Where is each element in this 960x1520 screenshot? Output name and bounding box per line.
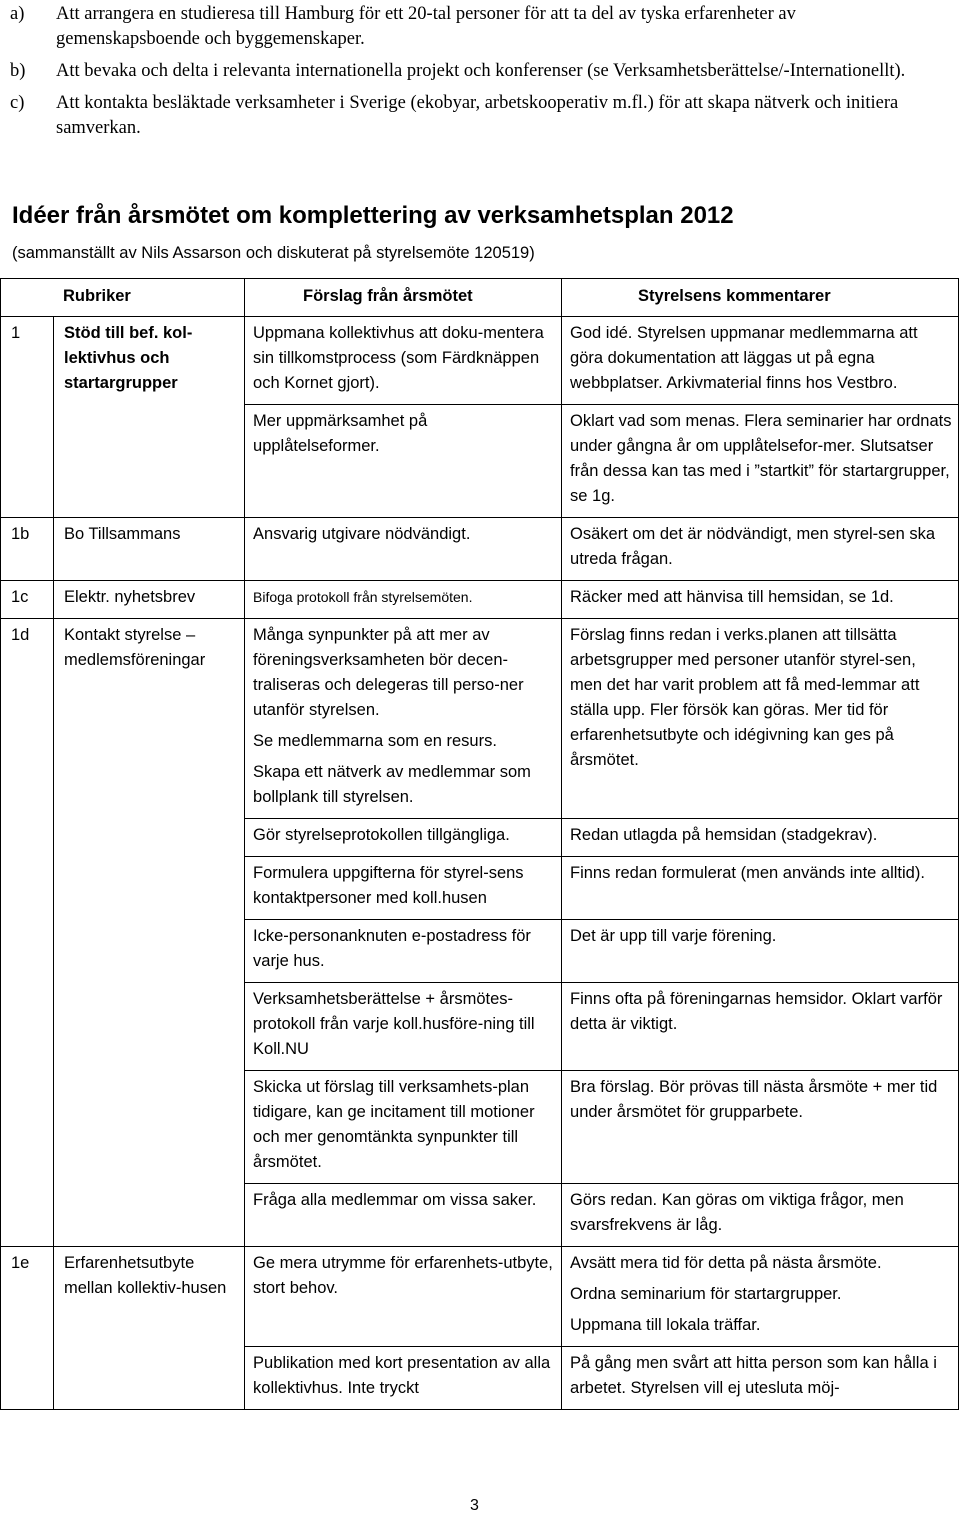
forslag-text: Publikation med kort presentation av alla kollektivhus. Inte tryckt [253, 1354, 551, 1397]
row-number: 1e [1, 1247, 54, 1410]
section-heading: Idéer från årsmötet om komplettering av verksamhetsplan 2012 [12, 202, 734, 229]
kommentar-text: Osäkert om det är nödvändigt, men styrel-sen ska utreda frågan. [570, 525, 936, 568]
row-kommentar [562, 317, 959, 405]
forslag-text: Se medlemmarna som en resurs. [253, 732, 497, 750]
row-forslag [245, 1247, 562, 1347]
table-row [1, 518, 959, 581]
row-number: 1 [1, 317, 54, 518]
row-rubrik: Erfarenhetsutbyte mellan kollektiv-husen [54, 1247, 245, 1410]
row-kommentar [562, 857, 959, 920]
row-kommentar [562, 1347, 959, 1410]
forslag-text: Mer uppmärksamhet på upplåtelseformer. [253, 412, 428, 455]
forslag-text: Skicka ut förslag till verksamhets-plan tidigare, kan ge incitament till motioner och mer genomtänkta synpunkter till årsmötet. [253, 1078, 535, 1171]
forslag-text: Icke-personanknuten e-postadress för varje hus. [253, 927, 531, 970]
forslag-text: Ge mera utrymme för erfarenhets-utbyte, stort behov. [253, 1254, 553, 1297]
list-letter: a) [10, 4, 25, 24]
row-rubrik: Elektr. nyhetsbrev [54, 581, 245, 619]
kommentar-text: På gång men svårt att hitta person som kan hålla i arbetet. Styrelsen vill ej utesluta möj- [570, 1354, 937, 1397]
row-forslag [245, 920, 562, 983]
table-header-row [1, 279, 959, 317]
row-kommentar [562, 518, 959, 581]
row-forslag [245, 317, 562, 405]
row-kommentar [562, 983, 959, 1071]
lettered-list [0, 2, 960, 148]
row-kommentar [562, 920, 959, 983]
row-forslag [245, 518, 562, 581]
forslag-text: Många synpunkter på att mer av föreningsverksamheten bör decen-traliseras och delegeras till perso-ner utanför styrelsen. [253, 626, 524, 719]
row-forslag [245, 619, 562, 819]
row-number: 1b [1, 518, 54, 581]
row-forslag [245, 405, 562, 518]
list-item [0, 91, 960, 141]
table-row [1, 581, 959, 619]
list-item [0, 59, 960, 84]
table-row [1, 619, 959, 819]
kommentar-text: Förslag finns redan i verks.planen att tillsätta arbetsgrupper med personer utanför styrel-sen, men det har varit problem att få med-lemmar att ställa upp. Fler försök kan göras. Mer tid för erfarenhetsutbyte och idégivning kan ges på årsmötet. [570, 626, 920, 769]
list-letter: c) [10, 93, 25, 113]
kommentar-text: Finns redan formulerat (men används inte alltid). [570, 864, 925, 882]
kommentar-text: Det är upp till varje förening. [570, 927, 777, 945]
row-rubrik: Kontakt styrelse – medlemsföreningar [54, 619, 245, 1247]
list-text: Att arrangera en studieresa till Hamburg för ett 20-tal personer för att ta del av tyska erfarenheter av gemenskapsboende och byggemenskaper. [56, 4, 796, 49]
row-number: 1c [1, 581, 54, 619]
list-text: Att bevaka och delta i relevanta internationella projekt och konferenser (se Verksamhetsberättelse/-Internationellt). [56, 61, 906, 81]
header-rubriker: Rubriker [1, 279, 245, 317]
kommentar-text: Avsätt mera tid för detta på nästa årsmöte. [570, 1254, 882, 1272]
forslag-text: Verksamhetsberättelse + årsmötes-protokoll från varje koll.husföre-ning till Koll.NU [253, 990, 535, 1058]
kommentar-text: Uppmana till lokala träffar. [570, 1316, 761, 1334]
forslag-text: Skapa ett nätverk av medlemmar som bollplank till styrelsen. [253, 763, 531, 806]
list-text: Att kontakta besläktade verksamheter i Sverige (ekobyar, arbetskooperativ m.fl.) för att skapa nätverk och initiera samverkan. [56, 93, 899, 138]
row-forslag [245, 983, 562, 1071]
list-letter: b) [10, 61, 26, 81]
kommentar-text: Räcker med att hänvisa till hemsidan, se 1d. [570, 588, 894, 606]
row-forslag [245, 1347, 562, 1410]
header-kommentarer: Styrelsens kommentarer [562, 279, 959, 317]
row-kommentar [562, 1247, 959, 1347]
kommentar-text: Ordna seminarium för startargrupper. [570, 1285, 842, 1303]
table-row [1, 317, 959, 405]
row-forslag [245, 1071, 562, 1184]
row-number: 1d [1, 619, 54, 1247]
kommentar-text: Finns ofta på föreningarnas hemsidor. Oklart varför detta är viktigt. [570, 990, 943, 1033]
kommentar-text: God idé. Styrelsen uppmanar medlemmarna att göra dokumentation att läggas ut på egna webbplatser. Arkivmaterial finns hos Vestbro. [570, 324, 918, 392]
forslag-text: Uppmana kollektivhus att doku-mentera sin tillkomstprocess (som Färdknäppen och Kornet gjort). [253, 324, 544, 392]
row-kommentar [562, 405, 959, 518]
forslag-text: Fråga alla medlemmar om vissa saker. [253, 1191, 537, 1209]
row-rubrik: Bo Tillsammans [54, 518, 245, 581]
row-kommentar [562, 619, 959, 819]
kommentar-text: Görs redan. Kan göras om viktiga frågor, men svarsfrekvens är låg. [570, 1191, 904, 1234]
list-item [0, 2, 960, 52]
forslag-text: Gör styrelseprotokollen tillgängliga. [253, 826, 510, 844]
section-subheading: (sammanställt av Nils Assarson och diskuterat på styrelsemöte 120519) [12, 244, 535, 262]
forslag-text: Bifoga protokoll från styrelsemöten. [253, 589, 473, 605]
row-kommentar [562, 1071, 959, 1184]
forslag-text: Ansvarig utgivare nödvändigt. [253, 525, 471, 543]
row-rubrik: Stöd till bef. kol-lektivhus och startargrupper [54, 317, 245, 518]
table-row [1, 1247, 959, 1347]
kommentar-text: Bra förslag. Bör prövas till nästa årsmöte + mer tid under årsmötet för grupparbete. [570, 1078, 938, 1121]
proposals-table [0, 278, 959, 1410]
row-kommentar [562, 1184, 959, 1247]
page-number: 3 [470, 1497, 479, 1514]
header-forslag: Förslag från årsmötet [245, 279, 562, 317]
forslag-text: Formulera uppgifterna för styrel-sens kontaktpersoner med koll.husen [253, 864, 524, 907]
row-forslag [245, 1184, 562, 1247]
row-forslag [245, 581, 562, 619]
row-forslag [245, 857, 562, 920]
kommentar-text: Redan utlagda på hemsidan (stadgekrav). [570, 826, 878, 844]
row-kommentar [562, 581, 959, 619]
row-forslag [245, 819, 562, 857]
row-kommentar [562, 819, 959, 857]
kommentar-text: Oklart vad som menas. Flera seminarier har ordnats under gångna år om upplåtelsefor-mer. Slutsatser från dessa kan tas med i ”startkit” för startargrupper, se 1g. [570, 412, 952, 505]
